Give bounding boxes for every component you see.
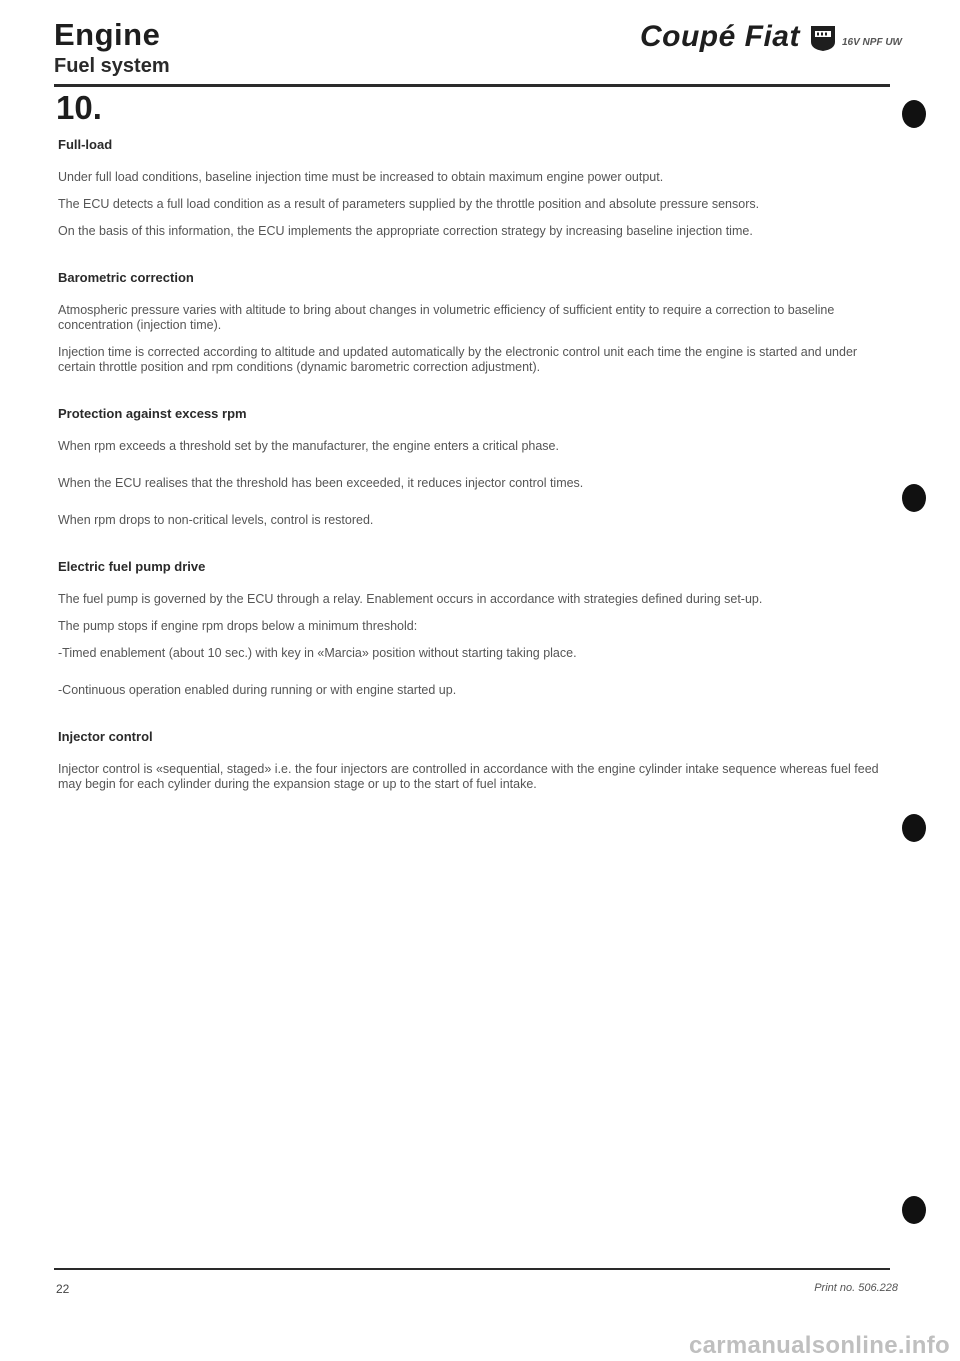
paragraph: The fuel pump is governed by the ECU through a relay. Enablement occurs in accordance with strategies defined during set-up.: [58, 592, 763, 606]
paragraph: When rpm drops to non-critical levels, control is restored.: [58, 513, 374, 527]
binder-hole-1: [902, 100, 926, 128]
paragraph: Under full load conditions, baseline injection time must be increased to obtain maximum engine power output.: [58, 170, 664, 184]
paragraph: -Timed enablement (about 10 sec.) with key in «Marcia» position without starting taking place.: [58, 646, 577, 660]
footer-rule: [54, 1268, 890, 1270]
section-number: 10.: [56, 89, 102, 126]
print-number: Print no. 506.228: [814, 1282, 898, 1294]
page-content: [58, 136, 898, 804]
section-heading: Protection against excess rpm: [58, 406, 247, 421]
paragraph: Injector control is «sequential, staged» i.e. the four injectors are controlled in accordance with the engine cylinder intake sequence whereas fuel feed may begin for each cylinder during the expansion stage or up to the start of fuel intake.: [58, 762, 879, 791]
paragraph: The ECU detects a full load condition as a result of parameters supplied by the throttle position and absolute pressure sensors.: [58, 197, 760, 211]
binder-hole-4: [902, 1196, 926, 1224]
page-title: Engine: [54, 17, 161, 52]
brand-name: Coupé Fiat: [639, 20, 800, 53]
paragraph: Injection time is corrected according to altitude and updated automatically by the electronic control unit each time the engine is started and under certain throttle position and rpm conditions (dynamic barometric correction adjustment).: [58, 345, 858, 374]
header-rule: [54, 84, 890, 87]
binder-hole-2: [902, 484, 926, 512]
paragraph: When rpm exceeds a threshold set by the manufacturer, the engine enters a critical phase.: [58, 439, 559, 453]
paragraph: When the ECU realises that the threshold has been exceeded, it reduces injector control times.: [58, 476, 584, 490]
header-right: [640, 20, 902, 54]
paragraph: The pump stops if engine rpm drops below a minimum threshold:: [58, 619, 418, 633]
page-number: 22: [56, 1282, 70, 1296]
header-left: [54, 18, 170, 78]
fiat-logo-icon: [808, 22, 838, 52]
section-heading: Barometric correction: [58, 270, 194, 285]
model-label: 16V NPF UW: [841, 36, 902, 48]
page-subtitle: Fuel system: [54, 55, 170, 77]
section-heading: Electric fuel pump drive: [58, 559, 206, 574]
paragraph: Atmospheric pressure varies with altitude to bring about changes in volumetric efficiency of sufficient entity to require a correction to baseline concentration (injection time).: [58, 303, 835, 332]
section-heading: Full-load: [58, 137, 113, 152]
watermark: carmanualsonline.info: [688, 1332, 950, 1359]
paragraph: -Continuous operation enabled during running or with engine started up.: [58, 683, 457, 697]
binder-hole-3: [902, 814, 926, 842]
section-heading: Injector control: [58, 729, 153, 744]
paragraph: On the basis of this information, the ECU implements the appropriate correction strategy by increasing baseline injection time.: [58, 224, 753, 238]
